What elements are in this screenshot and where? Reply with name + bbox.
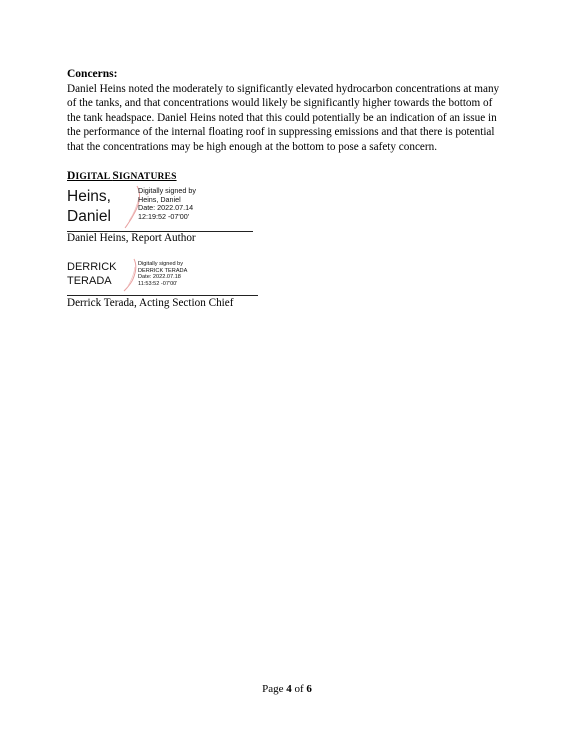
signer-name-line1: DERRICK (67, 261, 117, 273)
signature-caption-heins: Daniel Heins, Report Author (67, 232, 196, 244)
signature-caption-terada: Derrick Terada, Acting Section Chief (67, 297, 234, 309)
signature-meta-line: 11:53:52 -07'00' (138, 281, 178, 288)
signer-name-graphic (67, 187, 111, 227)
signature-meta (138, 187, 196, 222)
signature-meta-line: Date: 2022.07.14 (138, 203, 194, 213)
signer-name-line2: Daniel (67, 208, 111, 225)
signer-name-line2: TERADA (67, 274, 112, 287)
concerns-paragraph: Daniel Heins noted the moderately to significantly elevated hydrocarbon concentrations at many of the tanks, and that concentrations would likely be significantly higher towards the bottom of the tank headspace. Daniel Heins noted that this could potentially be an indication of an issue in the performance of the internal floating roof in suppressing emissions and that there is potential that the concentrations may be high enough at the bottom to pose a safety concern. (67, 83, 500, 153)
signature-meta-line: Heins, Daniel (138, 194, 181, 204)
signature-meta-line: Digitally signed by (138, 186, 196, 195)
page-footer (0, 683, 574, 695)
page-number: 4 (286, 683, 292, 695)
digital-signatures-heading (67, 170, 177, 182)
of-word: of (294, 683, 304, 695)
page-word: Page (262, 683, 284, 695)
page-total: 6 (306, 683, 312, 695)
signer-name-graphic (67, 261, 117, 288)
signature-meta-line: Date: 2022.07.18 (138, 274, 181, 281)
signature-meta-line: DERRICK TERADA (138, 267, 188, 274)
signer-name-line1: Heins, (67, 188, 111, 205)
heading-initial: D (67, 170, 76, 182)
signature-line (67, 295, 258, 296)
signature-meta-line: 12:19:52 -07'00' (138, 212, 190, 222)
signature-block-terada[interactable] (67, 258, 258, 296)
signature-block-heins[interactable] (67, 185, 253, 233)
signature-meta-line: Digitally signed by (138, 261, 184, 267)
signature-mark-icon (123, 258, 139, 292)
concerns-heading: Concerns: (67, 68, 118, 80)
heading-smallcaps-2: IGNATURES (119, 172, 177, 182)
heading-smallcaps: IGITAL (75, 172, 113, 182)
heading-initial-2: S (112, 170, 119, 182)
signature-meta (138, 261, 187, 288)
